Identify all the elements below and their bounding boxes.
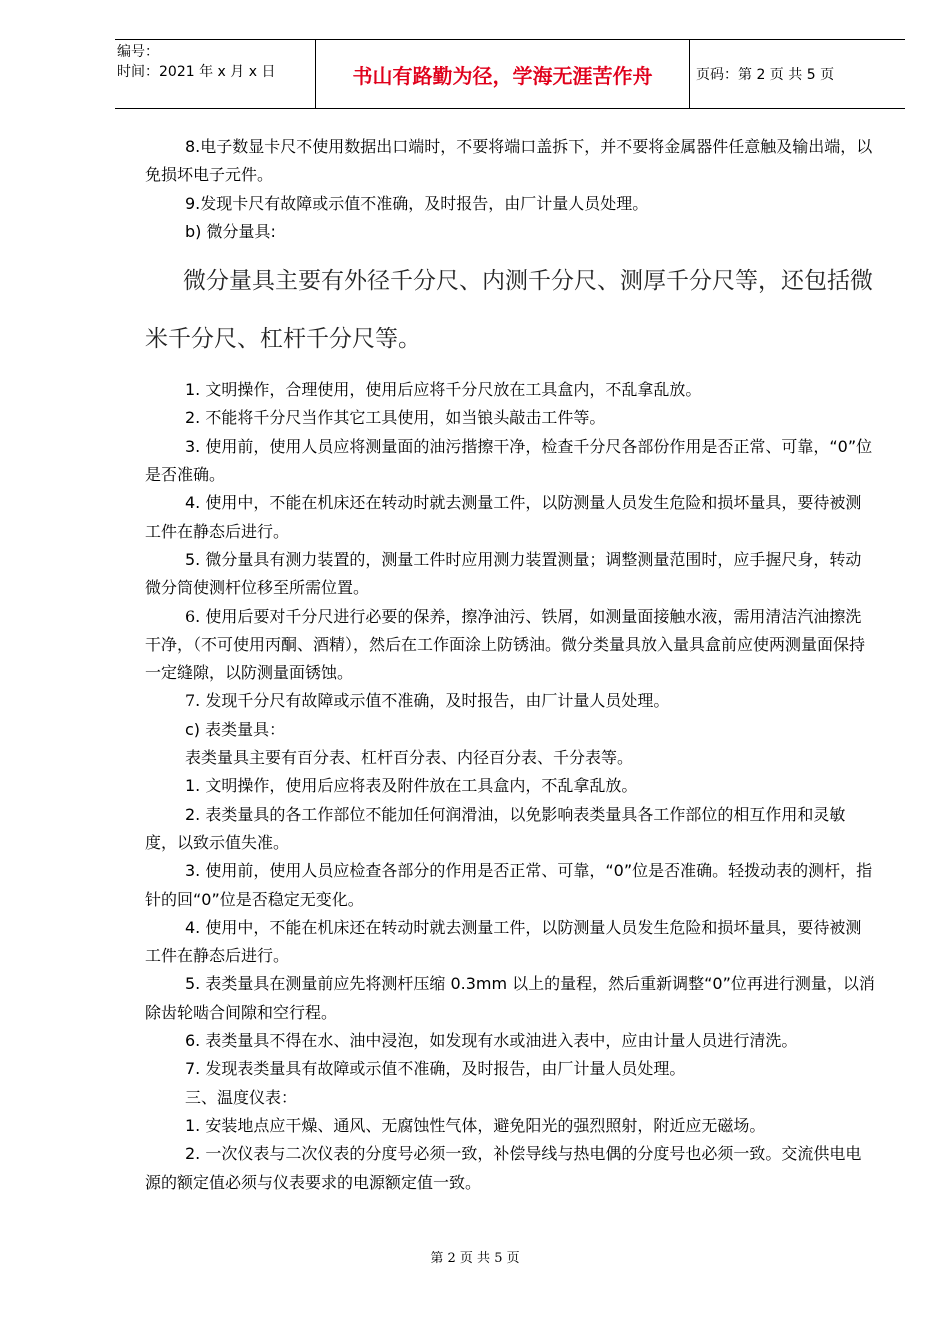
- paragraph: 8.电子数显卡尺不使用数据出口端时，不要将端口盖拆下，并不要将金属器件任意触及输出端，以免损坏电子元件。: [145, 137, 873, 185]
- paragraph: 6. 使用后要对千分尺进行必要的保养，擦净油污、铁屑，如测量面接触水液，需用清洁汽油擦洗干净，（不可使用丙酮、酒精），然后在工作面涂上防锈油。微分类量具放入量具盒前应使两测量面保持一定缝隙，以防测量面锈蚀。: [145, 606, 866, 683]
- paragraph: 2. 不能将千分尺当作其它工具使用，如当锒头敲击工件等。: [185, 408, 606, 428]
- paragraph: 4. 使用中，不能在机床还在转动时就去测量工件，以防测量人员发生危险和损坏量具，要待被测工件在静态后进行。: [145, 917, 862, 966]
- document-time-label: 时间：2021 年 x 月 x 日: [117, 64, 276, 80]
- paragraph: 2. 表类量具的各工作部位不能加任何润滑油，以免影响表类量具各工作部位的相互作用和灵敏度，以致示值失准。: [145, 804, 846, 852]
- section-heading: b) 微分量具:: [185, 221, 276, 241]
- document-body: [145, 133, 875, 1197]
- section-heading: 三、温度仪表：: [185, 1087, 298, 1107]
- paragraph: 1. 文明操作，使用后应将表及附件放在工具盒内，不乱拿乱放。: [185, 776, 638, 796]
- paragraph-large: 微分量具主要有外径千分尺、内测千分尺、测厚千分尺等，还包括微米千分尺、杠杆千分尺等。: [145, 268, 873, 353]
- section-heading: c) 表类量具：: [185, 719, 286, 739]
- header-page-info: 页码：第 2 页 共 5 页: [696, 67, 835, 83]
- paragraph: 7. 发现千分尺有故障或示值不准确，及时报告，由厂计量人员处理。: [185, 691, 670, 711]
- paragraph: 7. 发现表类量具有故障或示值不准确，及时报告，由厂计量人员处理。: [185, 1059, 686, 1079]
- paragraph: 3. 使用前，使用人员应将测量面的油污揩擦干净，检查千分尺各部份作用是否正常、可靠，“0”位是否准确。: [145, 436, 873, 485]
- paragraph: 2. 一次仪表与二次仪表的分度号必须一致，补偿导线与热电偶的分度号也必须一致。交流供电电源的额定值必须与仪表要求的电源额定值一致。: [145, 1144, 862, 1192]
- header-meta: [115, 40, 315, 108]
- document-number-label: 编号：: [117, 44, 159, 60]
- paragraph: 4. 使用中，不能在机床还在转动时就去测量工件，以防测量人员发生危险和损坏量具，要待被测工件在静态后进行。: [145, 493, 862, 541]
- page-footer: 第 2 页 共 5 页: [430, 1251, 520, 1266]
- paragraph: 9.发现卡尺有故障或示值不准确，及时报告，由厂计量人员处理。: [185, 193, 649, 213]
- paragraph: 1. 文明操作，合理使用，使用后应将千分尺放在工具盒内，不乱拿乱放。: [185, 380, 702, 400]
- header-motto: 书山有路勤为径，学海无涯苦作舟: [315, 40, 690, 108]
- paragraph: 1. 安装地点应干燥、通风、无腐蚀性气体，避免阳光的强烈照射，附近应无磁场。: [185, 1115, 766, 1135]
- paragraph: 6. 表类量具不得在水、油中浸泡，如发现有水或油进入表中，应由计量人员进行清洗。: [185, 1031, 798, 1051]
- paragraph: 5. 微分量具有测力装置的，测量工件时应用测力装置测量；调整测量范围时，应手握尺身，转动微分筒使测杆位移至所需位置。: [145, 549, 862, 598]
- paragraph: 表类量具主要有百分表、杠杆百分表、内径百分表、千分表等。: [185, 748, 634, 768]
- page-header: [115, 39, 905, 109]
- paragraph: 3. 使用前，使用人员应检查各部分的作用是否正常、可靠，“0”位是否准确。轻拨动表的测杆，指针的回“0”位是否稳定无变化。: [145, 861, 873, 909]
- paragraph: 5. 表类量具在测量前应先将测杆压缩 0.3mm 以上的量程，然后重新调整“0”位再进行测量，以消除齿轮啮合间隙和空行程。: [145, 974, 875, 1022]
